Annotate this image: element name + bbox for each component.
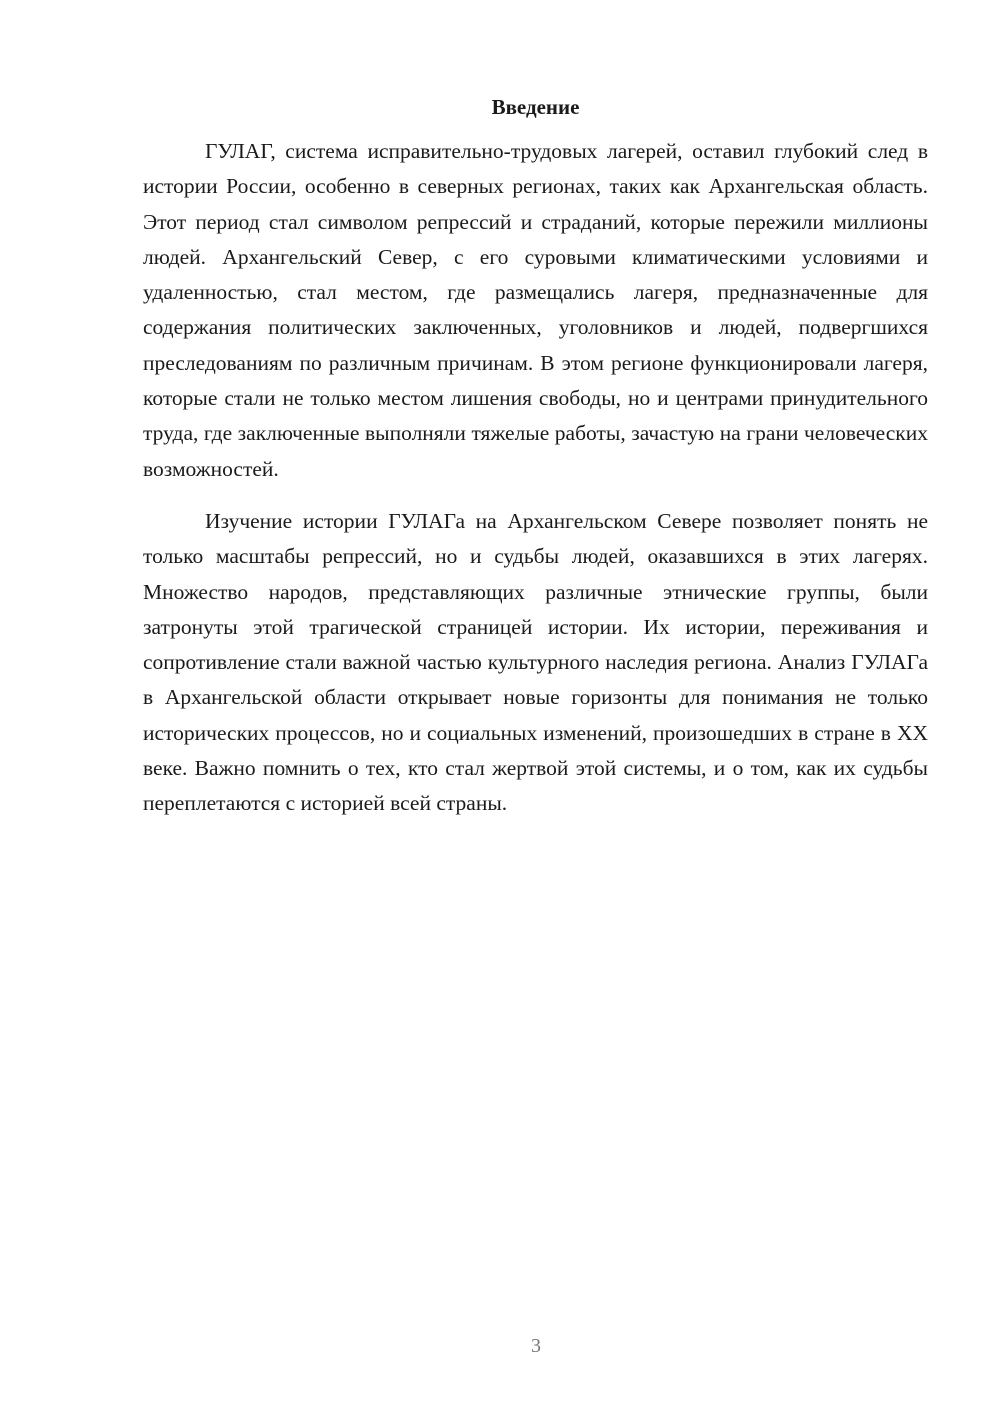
paragraph-1: ГУЛАГ, система исправительно-трудовых лагерей, оставил глубокий след в истории России, особенно в северных регионах, таких как Архангельская область. Этот период стал символом репрессий и страданий, которые пережили миллионы людей. Архангельский Север, с его суровыми климатическими условиями и удаленностью, стал местом, где размещались лагеря, предназначенные для содержания политических заключенных, уголовников и людей, подвергшихся преследованиям по различным причинам. В этом регионе функционировали лагеря, которые стали не только местом лишения свободы, но и центрами принудительного труда, где заключенные выполняли тяжелые работы, зачастую на грани человеческих возможностей. bbox=[143, 139, 928, 481]
paragraph-2: Изучение истории ГУЛАГа на Архангельском Севере позволяет понять не только масштабы репрессий, но и судьбы людей, оказавшихся в этих лагерях. Множество народов, представляющих различные этнические группы, были затронуты этой трагической страницей истории. Их истории, переживания и сопротивление стали важной частью культурного наследия региона. Анализ ГУЛАГа в Архангельской области открывает новые горизонты для понимания не только исторических процессов, но и социальных изменений, произошедших в стране в XX веке. Важно помнить о тех, кто стал жертвой этой системы, и о том, как их судьбы переплетаются с историей всей страны. bbox=[143, 508, 928, 816]
section-heading: Введение bbox=[491, 95, 580, 119]
page-number: 3 bbox=[531, 1335, 541, 1357]
page-content bbox=[143, 92, 928, 822]
